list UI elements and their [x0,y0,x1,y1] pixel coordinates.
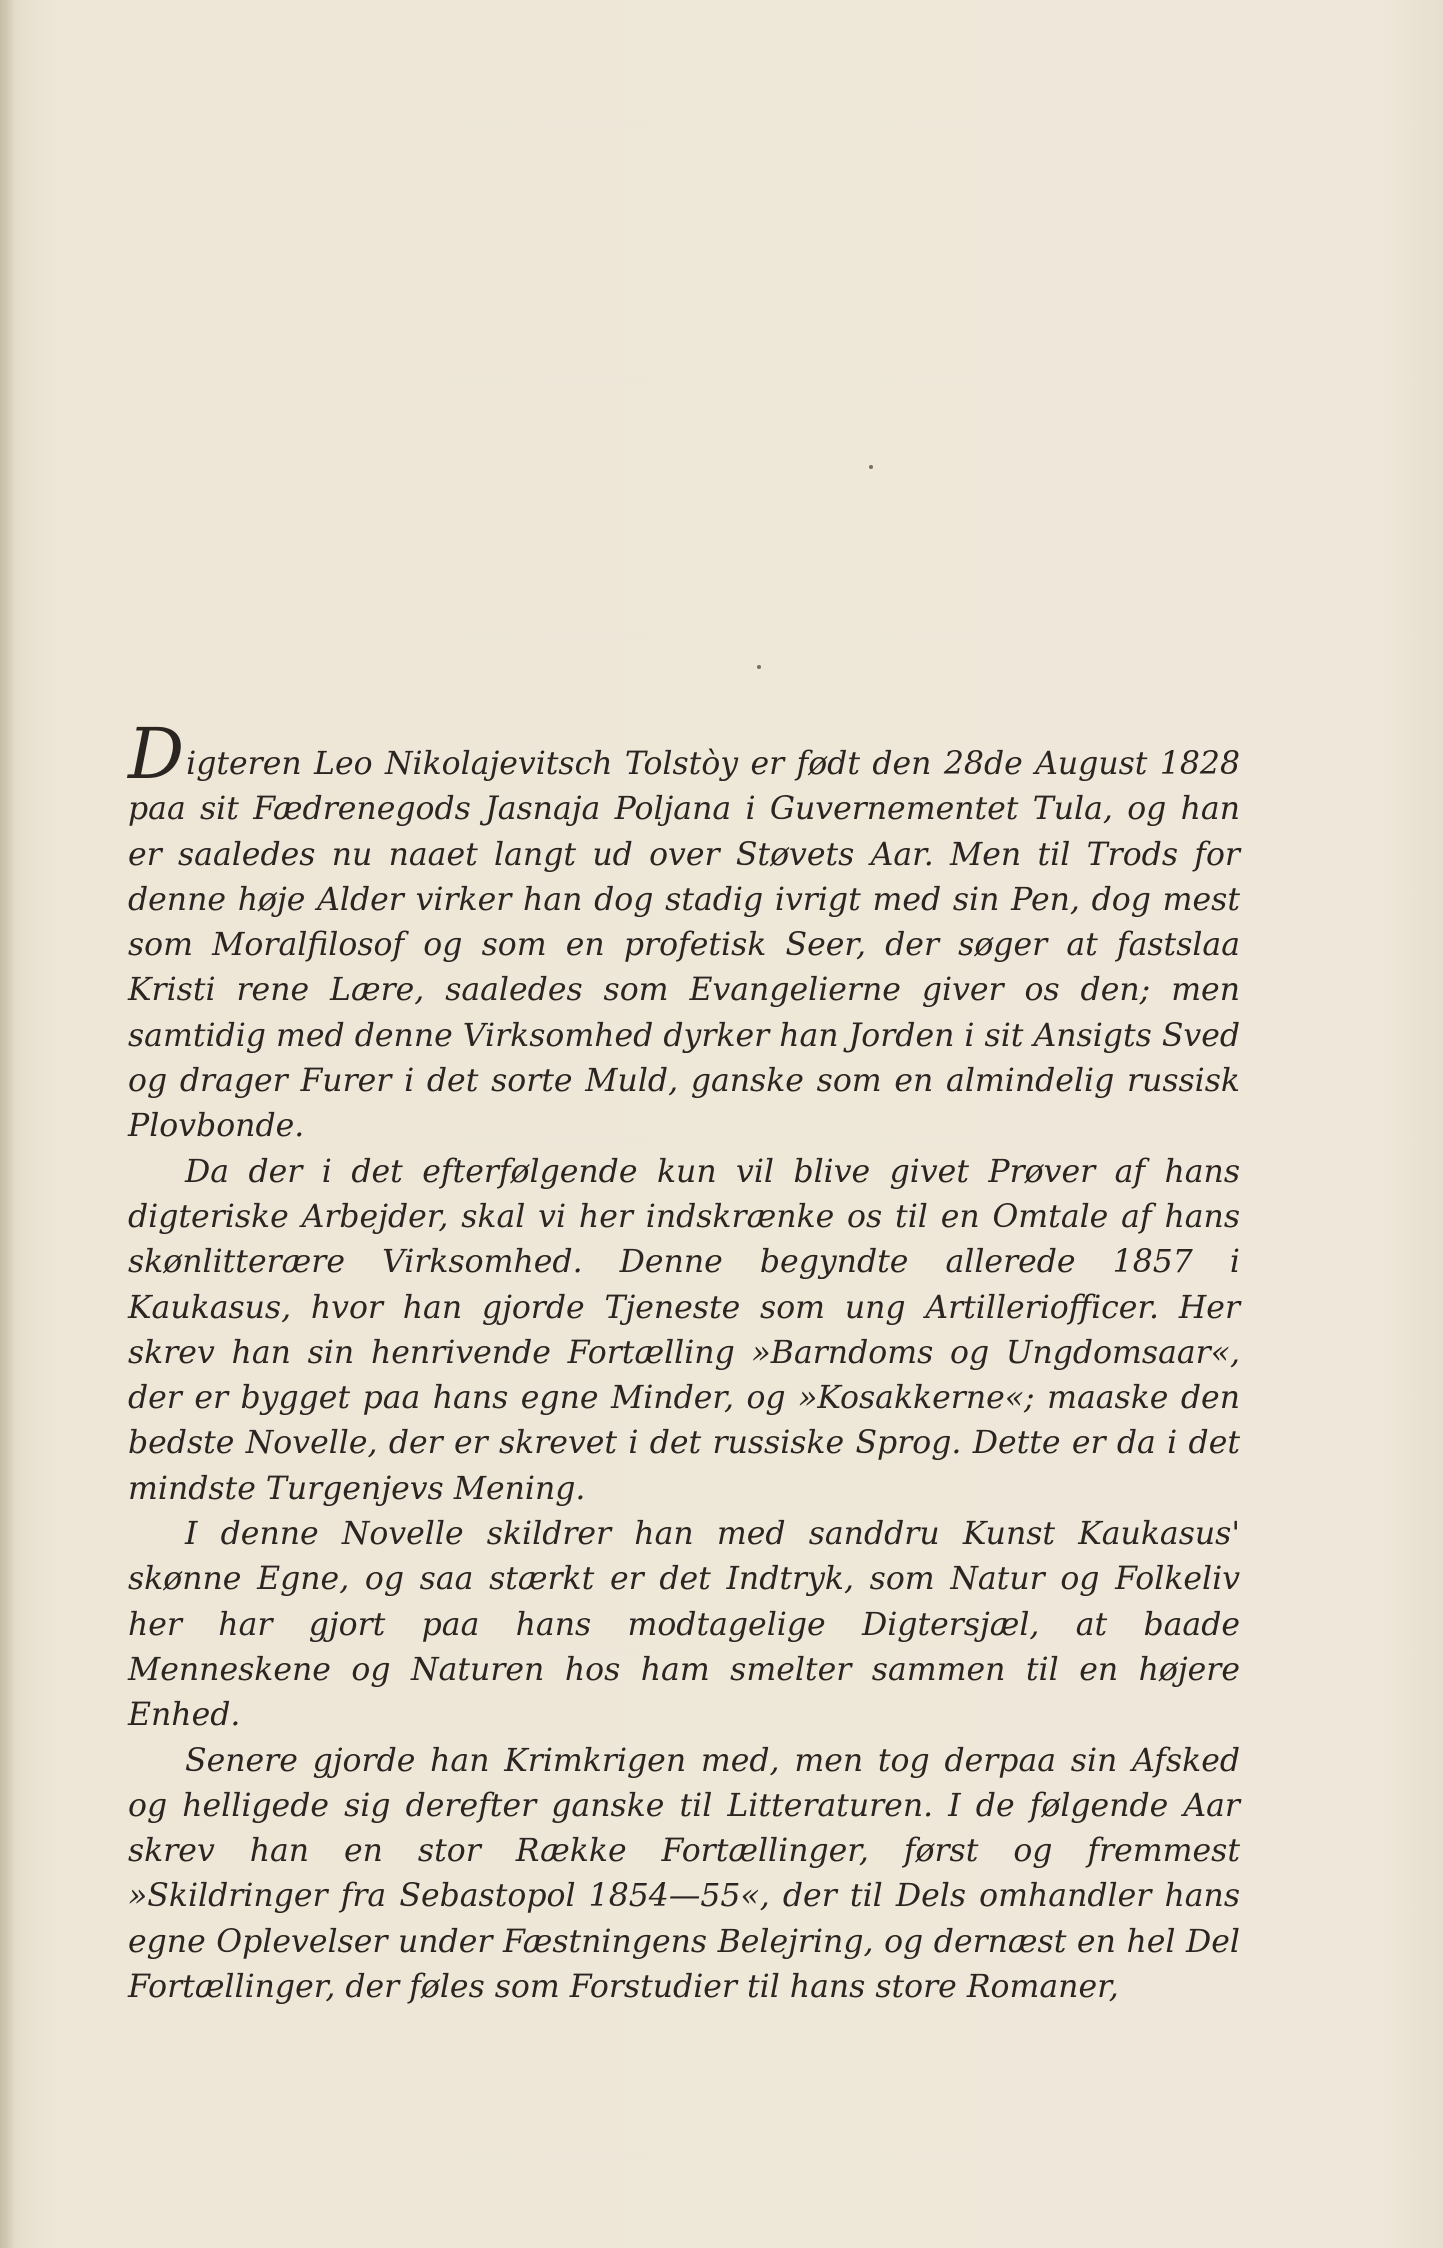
drop-cap: D [128,713,185,795]
paragraph-2: Da der i det efterfølgende kun vil blive givet Prøver af hans digteriske Arbejder, skal vi her indskrænke os til en Omtale af hans skønlitterære Virksomhed. Denne begyndte allerede 1857 i Kaukasus, hvor han gjorde Tjeneste som ung Artilleriofficer. Her skrev han sin henrivende Fortælling »Barndoms og Ungdomsaar«, der er bygget paa hans egne Minder, og »Kosakkerne«; maaske den bedste Novelle, der er skrevet i det russiske Sprog. Dette er da i det mindste Turgenjevs Mening. [128,1153,1240,1507]
paragraph-4: Senere gjorde han Krimkrigen med, men tog derpaa sin Afsked og helligede sig derefter ganske til Litteraturen. I de følgende Aar skrev han en stor Række Fortællinger, først og fremmest »Skildringer fra Sebastopol 1854—55«, der til Dels omhandler hans egne Oplevelser under Fæstningens Belejring, og dernæst en hel Del Fortællinger, der føles som Forstudier til hans store Romaner, [128,1742,1240,2006]
print-speck [869,465,873,469]
paragraph-1-text: igteren Leo Nikolajevitsch Tolstòy er født den 28de August 1828 paa sit Fædrenegods Jasnaja Poljana i Guvernementet Tula, og han er saaledes nu naaet langt ud over Støvets Aar. Men til Trods for denne høje Alder virker han dog stadig ivrigt med sin Pen, dog mest som Moralfilosof og som en profetisk Seer, der søger at fastslaa Kristi rene Lære, saaledes som Evangelierne giver os den; men samtidig med denne Virksomhed dyrker han Jorden i sit Ansigts Sved og drager Furer i det sorte Muld, ganske som en almindelig russisk Plovbonde. [128,746,1240,1145]
print-speck [757,665,761,669]
page-edge-shadow [0,0,14,2248]
paragraph-3: I denne Novelle skildrer han med sanddru Kunst Kaukasus' skønne Egne, og saa stærkt er det Indtryk, som Natur og Folkeliv her har gjort paa hans modtagelige Digtersjæl, at baade Menneskene og Naturen hos ham smelter sammen til en højere Enhed. [128,1516,1240,1734]
body-text [128,713,1240,2010]
paragraph-1 [128,713,1240,1150]
